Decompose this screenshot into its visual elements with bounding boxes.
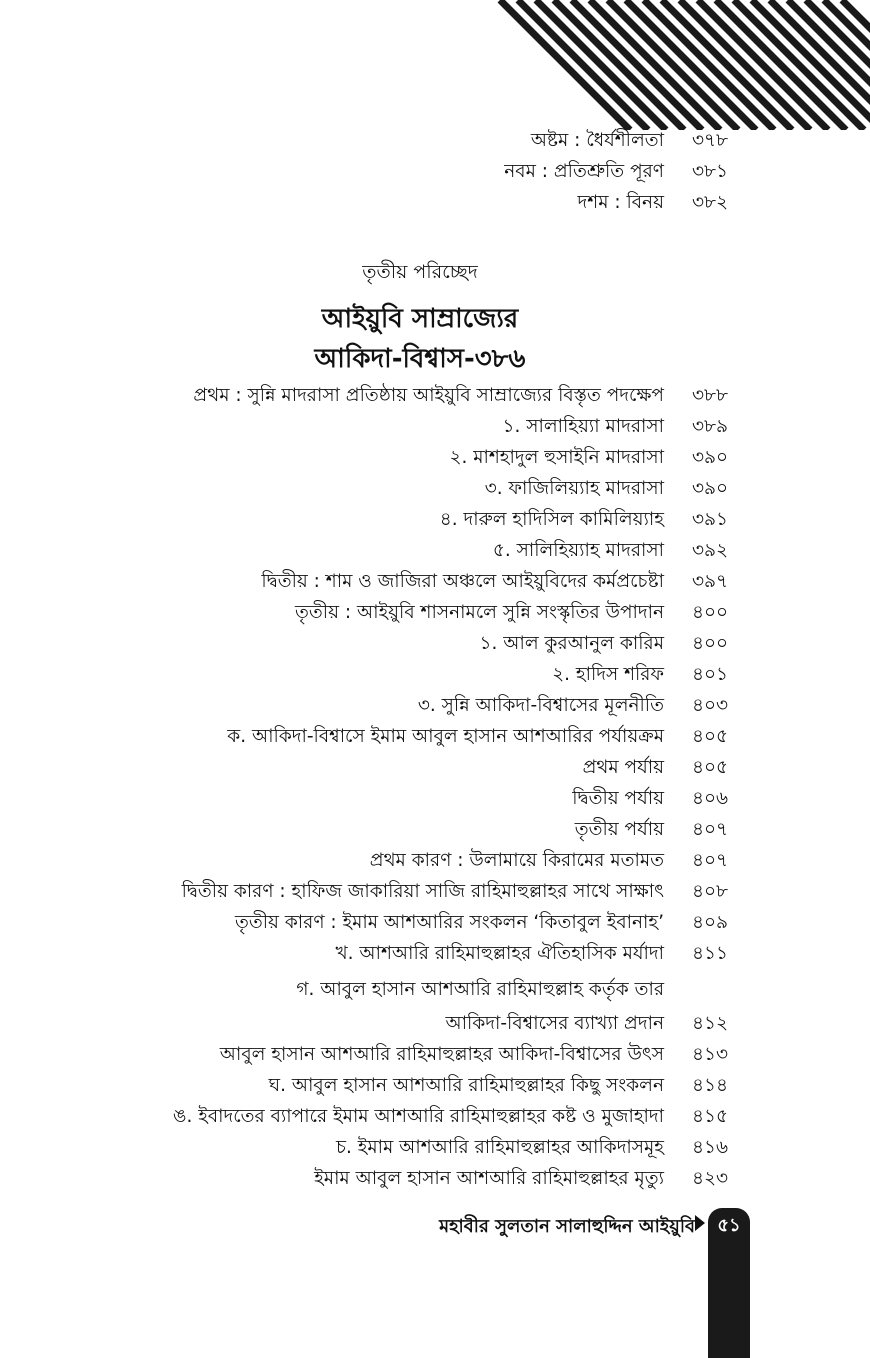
- toc-entry-title: অষ্টম : ধৈর্যশীলতা: [530, 129, 664, 151]
- toc-entry-title: ক. আকিদা-বিশ্বাসে ইমাম আবুল হাসান আশআরির পর্যায়ক্রম: [227, 725, 664, 747]
- toc-entry-title: ১. সালাহিয়্যা মাদরাসা: [502, 415, 664, 437]
- toc-row[interactable]: [100, 1070, 740, 1102]
- toc-entry-page: ৩৯২: [692, 539, 729, 561]
- toc-row[interactable]: [100, 783, 740, 815]
- toc-entry-page: ৪০৯: [692, 911, 729, 933]
- toc-row[interactable]: [100, 156, 740, 188]
- toc-entry-title: নবম : প্রতিশ্রুতি পূরণ: [504, 160, 664, 182]
- footer-book-title: মহাবীর সুলতান সালাহুদ্দিন আইয়ুবি: [439, 1216, 695, 1237]
- toc-entry-page: ৪১৪: [692, 1074, 729, 1096]
- toc-entry-title: প্রথম : সুন্নি মাদরাসা প্রতিষ্ঠায় আইয়ুবি সাম্রাজ্যের বিস্তৃত পদক্ষেপ: [193, 384, 664, 406]
- toc-entry-title: দ্বিতীয় পর্যায়: [572, 787, 664, 809]
- toc-entry-title: ঘ. আবুল হাসান আশআরি রাহিমাহুল্লাহর কিছু সংকলন: [268, 1074, 664, 1096]
- toc-entry-title: তৃতীয় পর্যায়: [574, 818, 664, 840]
- toc-entry-title: ৫. সালিহিয়্যাহ মাদরাসা: [492, 539, 664, 561]
- toc-row[interactable]: [100, 907, 740, 939]
- toc-row[interactable]: [100, 974, 740, 1006]
- page-number: ৫১: [717, 1215, 741, 1236]
- section-subtitle: তৃতীয় পরিচ্ছেদ: [362, 261, 478, 283]
- toc-entry-page: ৪০৫: [692, 756, 729, 778]
- toc-row[interactable]: [100, 876, 740, 908]
- toc-entry-title: ঙ. ইবাদতের ব্যাপারে ইমাম আশআরি রাহিমাহুল্লাহর কষ্ট ও মুজাহাদা: [172, 1105, 664, 1127]
- toc-entry-page: ৪০০: [692, 632, 729, 654]
- toc-row[interactable]: [100, 187, 740, 219]
- toc-entry-title: তৃতীয় : আইয়ুবি শাসনামলে সুন্নি সংস্কৃতির উপাদান: [295, 601, 664, 623]
- toc-row[interactable]: [100, 473, 740, 505]
- toc-entry-title: চ. ইমাম আশআরি রাহিমাহুল্লাহর আকিদাসমূহ: [335, 1136, 664, 1158]
- toc-row[interactable]: [100, 566, 740, 598]
- toc-row[interactable]: [100, 1132, 740, 1164]
- toc-entry-page: ৪০৮: [692, 880, 729, 902]
- toc-row[interactable]: [100, 659, 740, 691]
- toc-entry-title: ২. মাশহাদুল হুসাইনি মাদরাসা: [449, 446, 664, 468]
- toc-entry-title: গ. আবুল হাসান আশআরি রাহিমাহুল্লাহ কর্তৃক তার: [296, 978, 664, 1000]
- toc-entry-page: ৪০৩: [692, 694, 729, 716]
- toc-entry-title: ইমাম আবুল হাসান আশআরি রাহিমাহুল্লাহর মৃত্যু: [314, 1167, 664, 1189]
- decorative-stripes: [0, 0, 870, 130]
- toc-entry-title: প্রথম পর্যায়: [582, 756, 664, 778]
- toc-entry-title: খ. আশআরি রাহিমাহুল্লাহর ঐতিহাসিক মর্যাদা: [335, 942, 664, 964]
- toc-row[interactable]: [100, 690, 740, 722]
- toc-entry-page: ৪১১: [692, 942, 729, 964]
- toc-entry-page: ৪০০: [692, 601, 729, 623]
- toc-row[interactable]: [100, 380, 740, 412]
- toc-entry-page: ৪১৬: [692, 1136, 729, 1158]
- toc-entry-page: ৩৯১: [692, 508, 729, 530]
- toc-entry-title: ১. আল কুরআনুল কারিম: [479, 632, 664, 654]
- toc-row[interactable]: [100, 504, 740, 536]
- toc-entry-page: ৪১৫: [692, 1105, 729, 1127]
- toc-entry-title: ২. হাদিস শরিফ: [552, 663, 664, 685]
- toc-entry-page: ৩৮৯: [692, 415, 729, 437]
- toc-entry-page: ৪০৫: [692, 725, 729, 747]
- toc-entry-title: ৪. দারুল হাদিসিল কামিলিয়্যাহ: [439, 508, 664, 530]
- toc-row[interactable]: [100, 752, 740, 784]
- section-title-line1: আইয়ুবি সাম্রাজ্যের: [321, 304, 519, 334]
- toc-row[interactable]: [100, 938, 740, 970]
- toc-row[interactable]: [100, 721, 740, 753]
- section-title-line2: আকিদা-বিশ্বাস-৩৮৬: [314, 344, 526, 374]
- toc-entry-title: আবুল হাসান আশআরি রাহিমাহুল্লাহর আকিদা-বিশ্বাসের উৎস: [219, 1043, 664, 1065]
- toc-entry-page: ৪০৬: [692, 787, 729, 809]
- toc-entry-title: ৩. সুন্নি আকিদা-বিশ্বাসের মূলনীতি: [417, 694, 664, 716]
- toc-entry-page: ৪১৩: [692, 1043, 729, 1065]
- toc-row[interactable]: [100, 1163, 740, 1195]
- toc-entry-page: ৩৭৮: [692, 129, 729, 151]
- toc-entry-page: ৩৯০: [692, 477, 729, 499]
- toc-entry-page: ৩৮৮: [692, 384, 729, 406]
- toc-entry-page: ৪১২: [692, 1012, 729, 1034]
- toc-row[interactable]: [100, 411, 740, 443]
- toc-entry-page: ৩৯৭: [692, 570, 729, 592]
- toc-entry-title: দ্বিতীয় কারণ : হাফিজ জাকারিয়া সাজি রাহিমাহুল্লাহর সাথে সাক্ষাৎ: [181, 880, 664, 902]
- toc-row[interactable]: [100, 442, 740, 474]
- triangle-right-icon: [695, 1215, 705, 1231]
- toc-entry-page: ৪২৩: [692, 1167, 729, 1189]
- toc-entry-page: ৪০১: [692, 663, 729, 685]
- toc-entry-page: ৪০৭: [692, 849, 729, 871]
- toc-entry-title: দশম : বিনয়: [577, 191, 664, 213]
- toc-entry-title: ৩. ফাজিলিয়্যাহ মাদরাসা: [484, 477, 664, 499]
- toc-row[interactable]: [100, 535, 740, 567]
- toc-row[interactable]: [100, 628, 740, 660]
- toc-entry-title: আকিদা-বিশ্বাসের ব্যাখ্যা প্রদান: [445, 1012, 664, 1034]
- toc-entry-title: প্রথম কারণ : উলামায়ে কিরামের মতামত: [369, 849, 664, 871]
- toc-row[interactable]: [100, 125, 740, 157]
- toc-row[interactable]: [100, 814, 740, 846]
- toc-entry-title: তৃতীয় কারণ : ইমাম আশআরির সংকলন ‘কিতাবুল ইবানাহ’: [235, 911, 664, 933]
- toc-row[interactable]: [100, 1101, 740, 1133]
- toc-entry-page: ৪০৭: [692, 818, 729, 840]
- toc-row[interactable]: [100, 1039, 740, 1071]
- toc-entry-page: ৩৮২: [692, 191, 729, 213]
- toc-row[interactable]: [100, 1008, 740, 1040]
- toc-entry-page: ৩৯০: [692, 446, 729, 468]
- toc-row[interactable]: [100, 597, 740, 629]
- toc-entry-title: দ্বিতীয় : শাম ও জাজিরা অঞ্চলে আইয়ুবিদের কর্মপ্রচেষ্টা: [261, 570, 664, 592]
- toc-row[interactable]: [100, 845, 740, 877]
- toc-entry-page: ৩৮১: [692, 160, 729, 182]
